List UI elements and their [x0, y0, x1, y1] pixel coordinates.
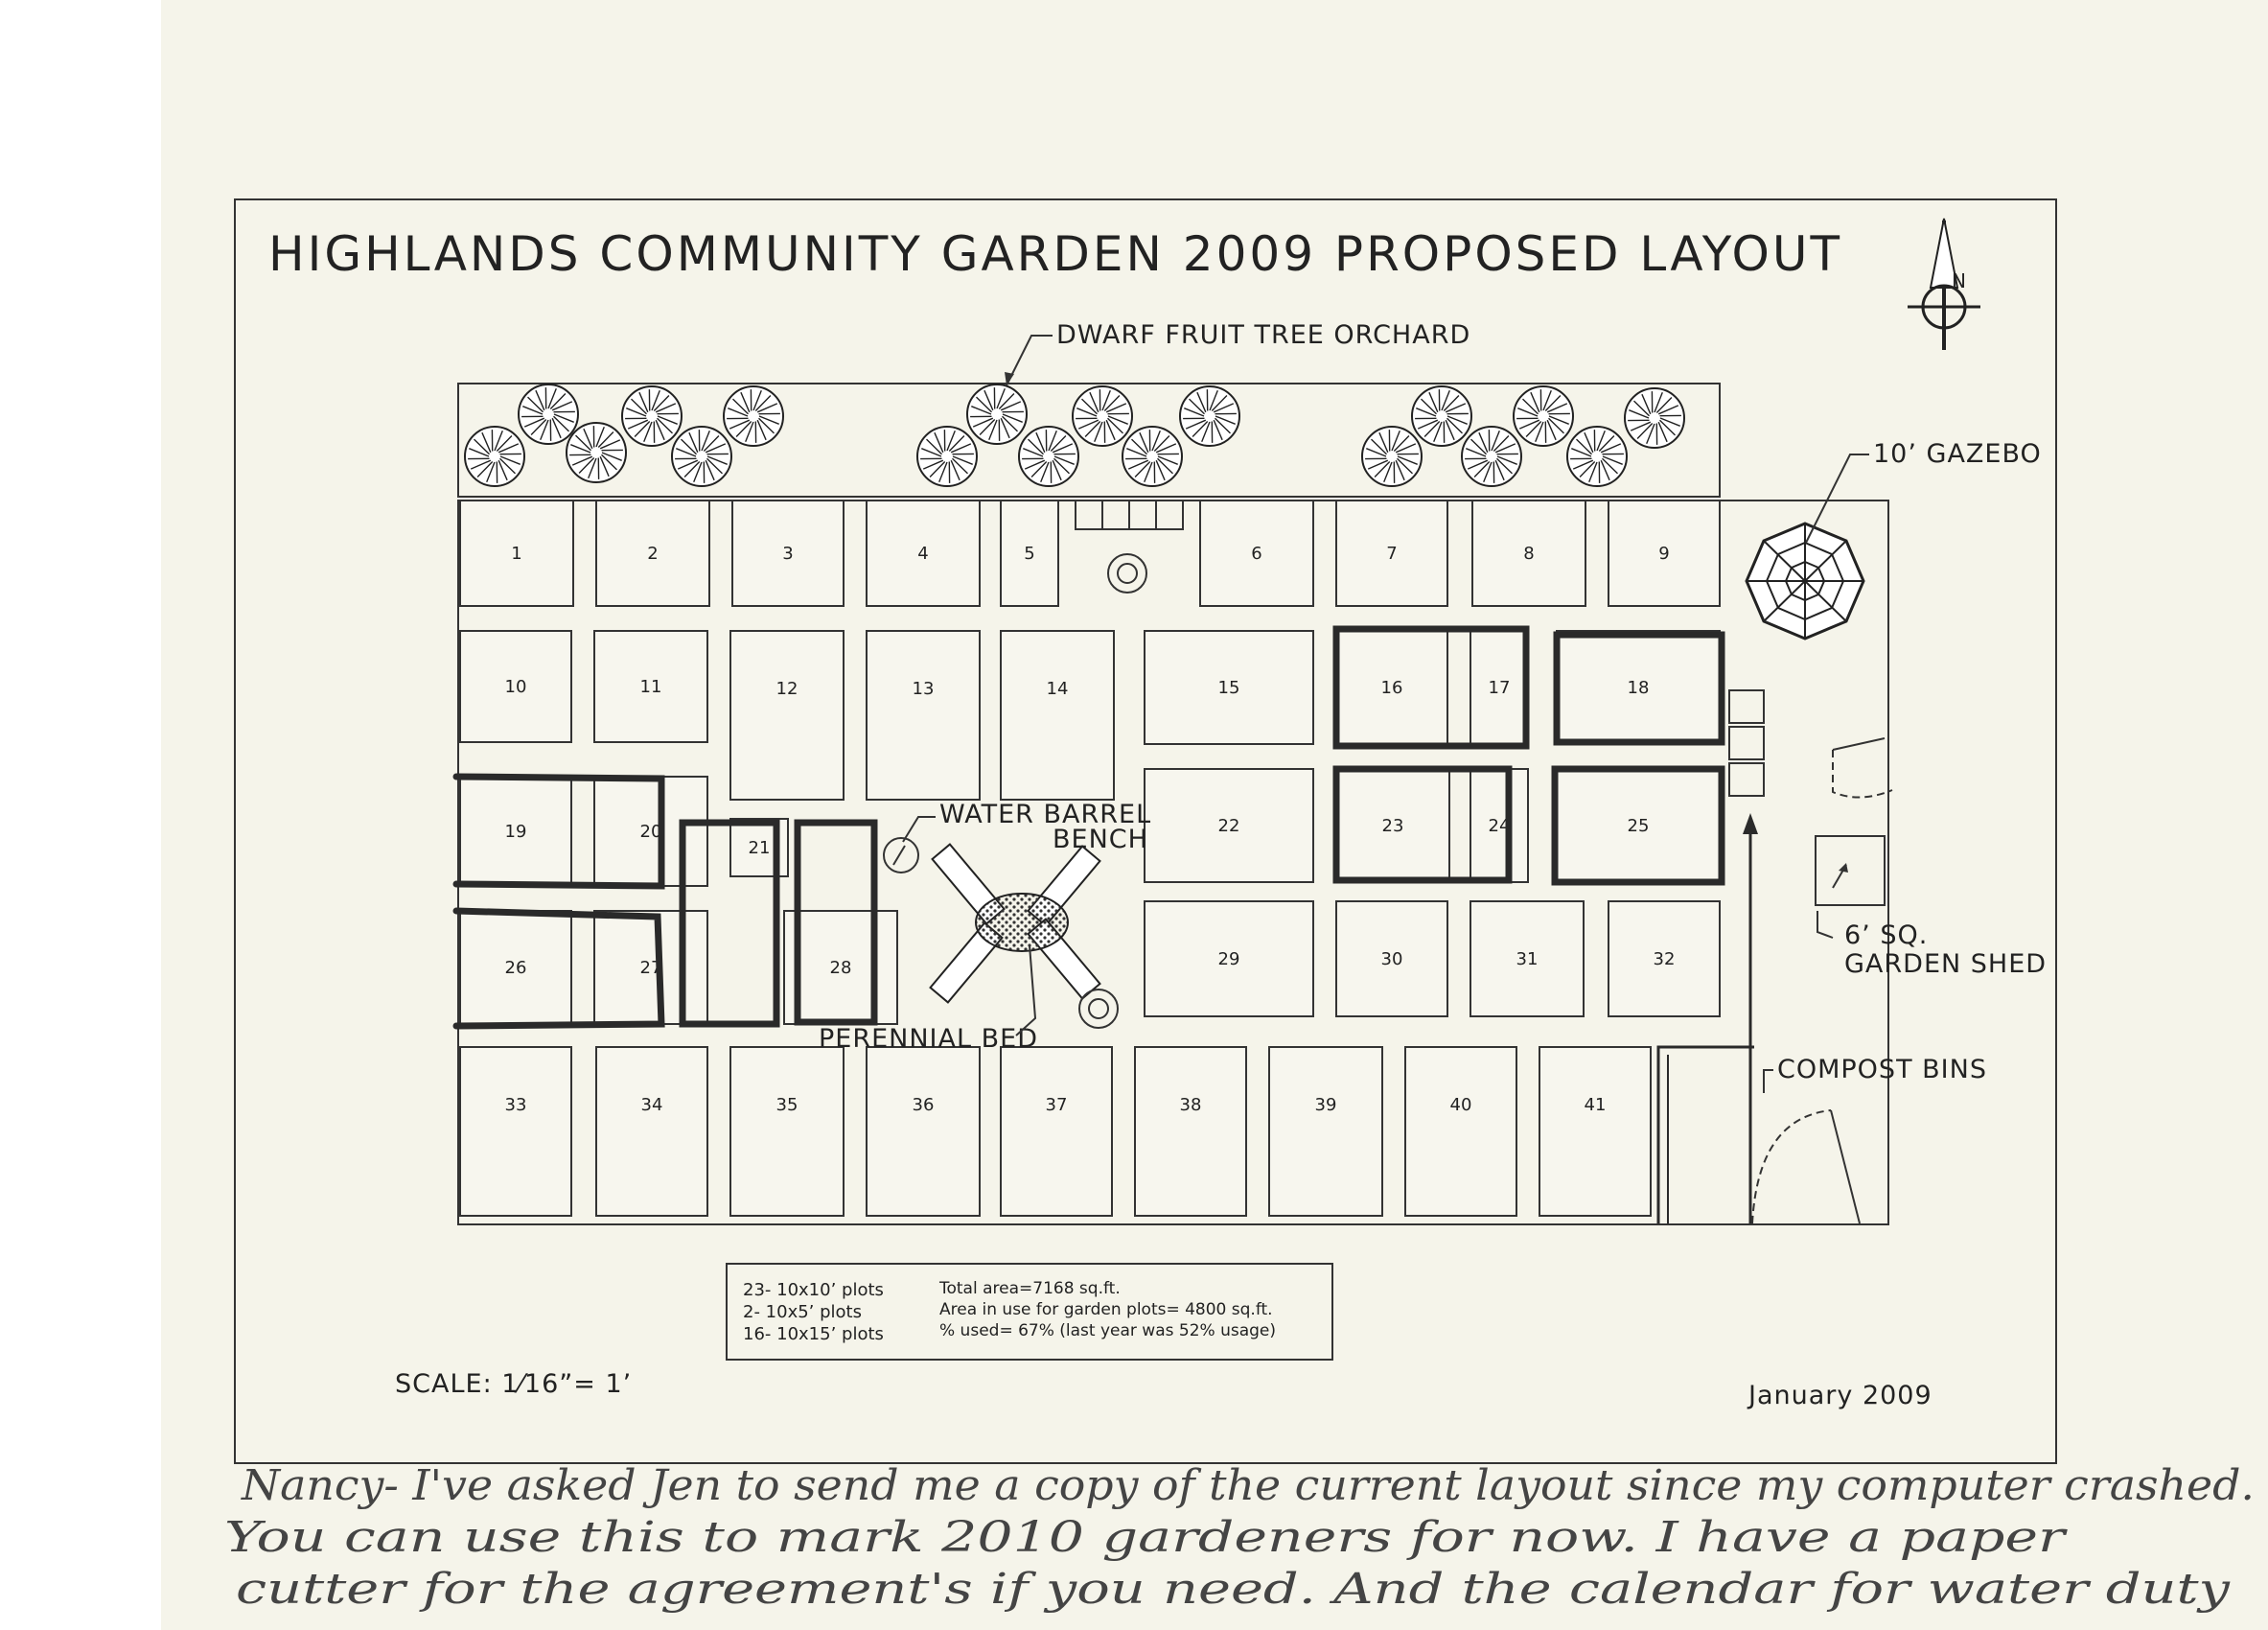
summary-left-line: 23- 10x10’ plots [743, 1280, 884, 1300]
perennial-bed-label: PERENNIAL BED [819, 1024, 1038, 1054]
water-barrel-icon [884, 838, 918, 873]
fruit-tree-icon [465, 427, 524, 486]
fruit-tree-icon [967, 384, 1027, 444]
shed-arrowhead-icon [1839, 863, 1848, 873]
orchard-leader [1007, 336, 1053, 385]
garden-plot[interactable] [730, 1047, 844, 1216]
fruit-tree-icon [1514, 386, 1573, 446]
north-label: N [1952, 269, 1966, 292]
plot-number: 5 [1024, 544, 1035, 564]
scale-label: SCALE: 1⁄16”= 1’ [395, 1369, 633, 1399]
date-label: January 2009 [1748, 1381, 1932, 1410]
plot-number: 11 [639, 677, 662, 697]
shed-label-line2: GARDEN SHED [1844, 949, 2048, 979]
compost-bin-box [1729, 690, 1764, 723]
perennial-bed-leader [1016, 945, 1035, 1036]
plot-number: 27 [639, 958, 662, 978]
plot-number: 36 [912, 1095, 935, 1115]
summary-area-stats [938, 1279, 1276, 1340]
perennial-bed-shape [976, 894, 1068, 951]
fruit-tree-icon [724, 386, 783, 446]
plot-number: 35 [775, 1095, 798, 1115]
plot-number: 20 [639, 822, 662, 842]
compost-bin-box [1729, 727, 1764, 759]
plot-number: 38 [1179, 1095, 1202, 1115]
fruit-tree-icon [1362, 427, 1422, 486]
compost-gate-swing [1752, 1110, 1860, 1223]
water-spigot-icon [1079, 990, 1118, 1028]
plot-number: 34 [640, 1095, 663, 1115]
shed-label-line1: 6’ SQ. [1844, 920, 1929, 950]
plot-number: 10 [504, 677, 527, 697]
water-barrel-mark [893, 846, 905, 865]
fruit-tree-icon [1462, 427, 1521, 486]
fruit-tree-icon [672, 427, 731, 486]
plot-number: 26 [504, 958, 527, 978]
water-barrel-label: WATER BARREL [939, 800, 1152, 829]
fruit-tree-icon [1625, 388, 1684, 448]
fruit-tree-icon [519, 384, 578, 444]
garden-shed [1816, 836, 1885, 905]
plot-number: 12 [775, 679, 798, 699]
summary-right-line: Area in use for garden plots= 4800 sq.ft. [939, 1300, 1273, 1319]
orchard-label: DWARF FRUIT TREE ORCHARD [1056, 320, 1471, 350]
garden-plot[interactable] [1405, 1047, 1516, 1216]
garden-plot[interactable] [1135, 1047, 1246, 1216]
plot-number: 3 [782, 544, 794, 564]
plot-number: 19 [504, 822, 527, 842]
plot-number: 7 [1386, 544, 1398, 564]
plot-number: 9 [1658, 544, 1670, 564]
garden-plot[interactable] [596, 1047, 707, 1216]
gate-leaf [1833, 738, 1885, 750]
summary-plot-counts [743, 1280, 884, 1344]
plot-number: 29 [1217, 949, 1240, 969]
plot-number: 39 [1314, 1095, 1337, 1115]
fruit-tree-icon [567, 423, 626, 482]
garden-plot[interactable] [1001, 631, 1114, 800]
summary-right-line: Total area=7168 sq.ft. [939, 1279, 1121, 1298]
water-spigot-icon [1108, 554, 1146, 593]
plot-number: 18 [1627, 678, 1650, 698]
fruit-tree-icon [1567, 427, 1627, 486]
summary-right-line: % used= 67% (last year was 52% usage) [939, 1321, 1277, 1340]
plot-number: 25 [1627, 816, 1650, 836]
compost-bin-box [1729, 763, 1764, 796]
plot-number: 24 [1488, 816, 1511, 836]
note-line: You can use this to mark 2010 gardeners for now. I have a paper [224, 1513, 2069, 1562]
fruit-tree-icon [1073, 386, 1132, 446]
bench-seating-area [931, 845, 1100, 1003]
plot-number: 33 [504, 1095, 527, 1115]
plot-number: 37 [1045, 1095, 1068, 1115]
fruit-tree-icon [1122, 427, 1182, 486]
summary-left-line: 2- 10x5’ plots [743, 1302, 862, 1322]
garden-plot[interactable] [730, 631, 844, 800]
summary-left-line: 16- 10x15’ plots [743, 1324, 884, 1344]
garden-plot[interactable] [460, 1047, 571, 1216]
compost-label: COMPOST BINS [1777, 1055, 1987, 1084]
plot-number: 22 [1217, 816, 1240, 836]
plot-number: 16 [1380, 678, 1403, 698]
plot-number: 15 [1217, 678, 1240, 698]
fruit-tree-icon [917, 427, 977, 486]
entrance-steps [1076, 501, 1183, 529]
garden-plot[interactable] [867, 1047, 980, 1216]
plot-number: 41 [1584, 1095, 1607, 1115]
gazebo-label: 10’ GAZEBO [1873, 439, 2042, 469]
plot-number: 21 [748, 838, 771, 858]
page-title: HIGHLANDS COMMUNITY GARDEN 2009 PROPOSED LAYOUT [268, 226, 1843, 282]
plot-number: 30 [1380, 949, 1403, 969]
plot-number: 28 [829, 958, 852, 978]
plot-number: 1 [511, 544, 522, 564]
plot-number: 8 [1523, 544, 1535, 564]
orchard-trees [465, 384, 1684, 486]
fruit-tree-icon [622, 386, 682, 446]
shed-leader [1817, 911, 1833, 938]
plot-number: 13 [912, 679, 935, 699]
note-line: cutter for the agreement's if you need. And the calendar for water duty [236, 1565, 2232, 1614]
plot-number: 2 [647, 544, 659, 564]
note-line: Nancy- I've asked Jen to send me a copy of the current layout since my computer crashed. [240, 1461, 2255, 1510]
plot-number: 32 [1653, 949, 1676, 969]
plot-number: 17 [1488, 678, 1511, 698]
gate-swing [1833, 750, 1892, 798]
plot-number: 4 [917, 544, 929, 564]
fruit-tree-icon [1180, 386, 1239, 446]
compost-leader [1764, 1070, 1773, 1093]
garden-plot[interactable] [1269, 1047, 1382, 1216]
plot-number: 23 [1381, 816, 1404, 836]
water-barrel-leader [903, 817, 936, 842]
plot-number: 31 [1516, 949, 1539, 969]
handwritten-note [224, 1461, 2255, 1614]
plot-number: 6 [1251, 544, 1262, 564]
north-arrow-icon [1908, 219, 1980, 350]
fruit-tree-icon [1412, 386, 1471, 446]
garden-plot[interactable] [1539, 1047, 1651, 1216]
plot-number: 40 [1449, 1095, 1472, 1115]
fruit-tree-icon [1019, 427, 1078, 486]
garden-plot[interactable] [867, 631, 980, 800]
gazebo-icon [1747, 524, 1863, 639]
plot-number: 14 [1046, 679, 1069, 699]
bench-label: BENCH [1053, 825, 1148, 854]
garden-plot[interactable] [1001, 1047, 1112, 1216]
